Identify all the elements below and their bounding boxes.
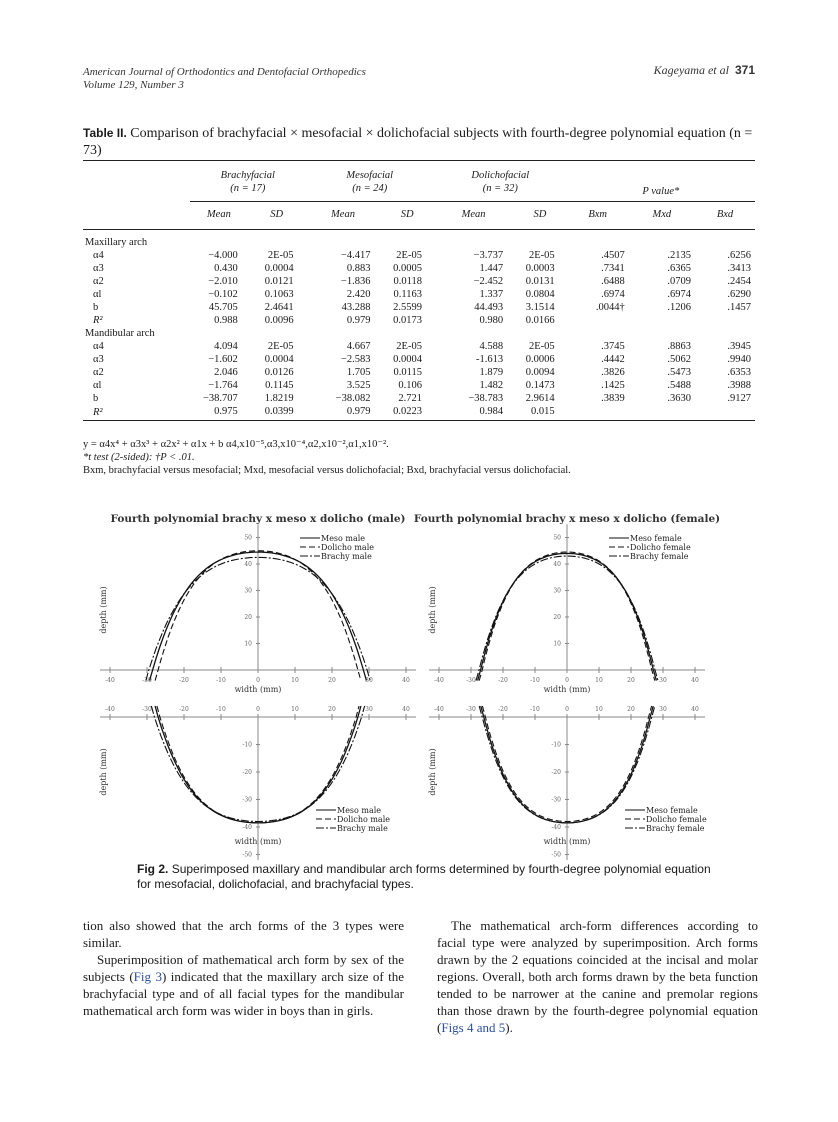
table-row [83,379,755,392]
table-cell: 0.0126 [264,367,294,378]
row-label: αl [93,289,102,300]
table-cell: 0.0166 [525,315,555,326]
legend-label: Meso female [646,806,698,815]
table-footnotes [83,438,755,477]
panel-title: Fourth polynomial brachy x meso x dolicho (female) [413,513,721,525]
x-tick-label: -20 [498,677,508,684]
table-cell: 0.0004 [264,263,294,274]
y-tick-label: 30 [244,587,252,595]
running-header-journal [83,66,366,92]
table-cell: .6365 [667,263,692,274]
x-tick-label: 0 [256,677,260,684]
table-cell: 2E-05 [267,250,294,261]
x-tick-label: 10 [291,677,299,684]
column-header: Bxm [567,202,629,230]
table-cell: .0044† [595,302,625,313]
x-tick-label: -10 [530,706,540,713]
section-title: Maxillary arch [85,237,148,248]
table-cell: 2E-05 [396,250,422,261]
x-tick-label: -20 [179,677,189,684]
fig3-link[interactable]: Fig 3 [133,969,162,984]
table-cell: −2.452 [473,276,504,287]
column-header: Mean [306,202,381,230]
legend-label: Meso male [337,806,382,815]
table-cell: 1.879 [479,367,504,378]
group-header: Brachyfacial [190,161,306,183]
table-row [83,340,755,353]
x-tick-label: 10 [595,706,603,713]
y-axis-label: depth (mm) [99,748,108,796]
table-cell: 0.0003 [525,263,555,274]
row-label: b [93,302,99,313]
x-tick-label: 20 [328,677,336,684]
column-header: SD [248,202,306,230]
y-axis-label: depth (mm) [428,586,437,634]
table-cell: 2.9614 [525,393,555,404]
table-cell: .3839 [601,393,625,404]
table-cell: 0.0094 [525,367,555,378]
x-tick-label: 20 [627,706,635,713]
table-cell: 0.883 [346,263,371,274]
x-tick-label: 0 [565,677,569,684]
table-cell: .6974 [667,289,692,300]
table-row [83,314,755,327]
table-cell: 0.0096 [264,315,294,326]
figure-caption [137,862,717,892]
table-cell: 1.705 [346,367,371,378]
body-column-left [83,917,404,1019]
table-cell: 1.482 [479,380,504,391]
table-cell: 0.1163 [393,289,422,300]
y-tick-label: -50 [242,851,252,859]
y-tick-label: -10 [551,741,561,749]
figs4-5-link[interactable]: Figs 4 and 5 [441,1020,506,1035]
table-cell: 1.8219 [264,393,294,404]
table-cell: 3.525 [346,380,371,391]
table-cell [83,182,190,202]
table-cell: −2.583 [340,354,371,365]
table-cell: 0.0005 [393,263,422,274]
table-cell: 0.0399 [248,405,306,421]
table-cell: .7341 [601,263,625,274]
table-cell: 2.4641 [264,302,294,313]
x-tick-label: -20 [179,706,189,713]
table-cell: 0.0804 [525,289,555,300]
row-label: R² [93,315,103,326]
paragraph: tion also showed that the arch forms of the 3 types were similar. [83,918,404,950]
table-row [83,353,755,366]
table-cell: -1.613 [476,354,504,365]
table-cell: 0.015 [513,405,567,421]
table-cell: .6488 [601,276,625,287]
y-tick-label: 40 [553,561,561,568]
group-n: (n = 24) [352,183,388,194]
table-cell: 2.046 [214,367,238,378]
x-tick-label: -30 [142,706,152,713]
y-tick-label: -30 [551,796,561,804]
footnote-equation: y = α4x⁴ + α3x³ + α2x² + α1x + b α4,x10⁻⁵,α3,x10⁻⁴,α2,x10⁻²,α1,x10⁻². [83,439,389,450]
x-tick-label: 30 [365,677,373,684]
table-cell: 0.0115 [393,367,422,378]
arch-plot-panel [428,706,707,860]
y-tick-label: 30 [553,587,561,595]
table-cell: 0.0223 [380,405,434,421]
x-tick-label: 20 [328,706,336,713]
table-cell: 2E-05 [396,341,422,352]
x-tick-label: -40 [434,677,444,684]
table-cell [629,405,695,421]
table-cell: 0.0118 [393,276,422,287]
arch-plot-panel [99,706,416,860]
table-cell: .3745 [601,341,625,352]
table-cell: 2E-05 [267,341,294,352]
table-cell: 4.588 [479,341,504,352]
table-caption [83,125,755,159]
row-label: αl [93,380,102,391]
x-axis-label: width (mm) [543,837,591,846]
table-cell [567,314,629,327]
data-table [83,160,755,421]
table-cell: 0.430 [214,263,238,274]
table-row [83,262,755,275]
table-cell: .3945 [727,341,751,352]
y-tick-label: 20 [244,614,252,621]
x-tick-label: -20 [498,706,508,713]
table-cell: 0.0121 [264,276,294,287]
x-tick-label: 10 [291,706,299,713]
table-cell: .1457 [727,302,751,313]
table-grid [83,160,755,421]
table-cell: .3413 [727,263,751,274]
figure-2-arch-forms [0,505,838,860]
table-cell: −38.707 [202,393,238,404]
y-tick-label: 50 [553,534,561,542]
x-tick-label: 30 [365,706,373,713]
table-row [83,301,755,314]
table-cell: −38.783 [468,393,504,404]
table-cell: 2.721 [398,393,422,404]
column-header: Mxd [629,202,695,230]
panel-title: Fourth polynomial brachy x meso x dolicho (male) [110,513,406,525]
y-tick-label: 20 [553,614,561,621]
x-axis-label: width (mm) [543,685,591,694]
text-run: The mathematical arch-form differences according to facial type were analyzed by superimposition. Arch forms drawn by the 2 equations coincided at the incisal and molar regions. Overall, both arch forms drawn by the beta function tended to be narrower at the canine and premolar regions than those drawn by the fourth-degree polynomial equation ( [437,918,758,1035]
table-cell: −1.602 [208,354,238,365]
table-cell [83,202,190,230]
legend-label: Dolicho female [646,815,707,824]
x-tick-label: 40 [691,706,699,713]
x-tick-label: -30 [466,677,476,684]
table-cell: .8863 [667,341,692,352]
page-number: 371 [734,63,755,77]
y-tick-label: 40 [244,561,252,568]
table-cell: .6256 [727,250,751,261]
table-cell: .6974 [601,289,625,300]
arch-plot-panel [99,513,416,694]
table-cell: 0.0006 [525,354,555,365]
table-caption-text: Comparison of brachyfacial × mesofacial × dolichofacial subjects with fourth-degree polynomial equation (n = 73) [83,126,753,158]
journal-title: American Journal of Orthodontics and Dentofacial Orthopedics [83,66,366,78]
footnote-ttest: *t test (2-sided): †P < .01. [83,452,195,463]
table-cell: −1.764 [208,380,238,391]
table-cell: 4.094 [214,341,238,352]
table-cell: .6353 [727,367,751,378]
table-row [83,392,755,405]
y-tick-label: -20 [242,769,252,776]
footnote-abbrev: Bxm, brachyfacial versus mesofacial; Mxd, mesofacial versus dolichofacial; Bxd, brachyfacial versus dolichofacial. [83,465,571,476]
table-cell [695,314,755,327]
table-row [83,366,755,379]
column-header: SD [513,202,567,230]
column-header: SD [380,202,434,230]
table-cell: .2135 [667,250,692,261]
table-cell: 0.0131 [525,276,555,287]
x-tick-label: 40 [402,706,410,713]
table-cell: 0.106 [398,380,422,391]
table-cell: .1206 [667,302,692,313]
column-header: Bxd [695,202,755,230]
x-tick-label: 0 [565,706,569,713]
figure-caption-text: Superimposed maxillary and mandibular arch forms determined by fourth-degree polynomial equation for mesofacial, dolichofacial, and brachyfacial types. [137,862,711,891]
table-cell [567,405,629,421]
table-cell: .5473 [667,367,692,378]
table-cell: .4507 [601,250,625,261]
x-tick-label: -10 [530,677,540,684]
table-row [83,405,755,421]
table-cell: 0.0004 [393,354,422,365]
table-row [83,275,755,288]
table-row [83,249,755,262]
x-tick-label: 40 [691,677,699,684]
running-header-author [654,63,755,78]
text-run: ) indicated that the maxillary arch size of the brachyfacial type and of all facial types for the mandibular mathematical arch form was wider in boys than in girls. [83,969,405,1018]
legend-label: Brachy female [646,824,705,833]
table-cell: .4442 [601,354,625,365]
table-cell: .3826 [601,367,625,378]
text-run: ). [505,1020,513,1035]
table-cell: 2.5599 [393,302,422,313]
table-cell: 0.984 [434,405,513,421]
paragraph-differences [437,917,758,1036]
legend-label: Brachy male [321,552,372,561]
y-tick-label: 50 [244,534,252,542]
table-cell [83,161,190,183]
legend-label: Dolicho male [321,543,374,552]
group-n: (n = 32) [482,183,518,194]
legend-label: Dolicho male [337,815,390,824]
table-cell: 1.337 [479,289,504,300]
table-cell: .9127 [727,393,751,404]
y-tick-label: 10 [553,640,561,648]
table-cell: 0.979 [346,315,371,326]
row-label: α2 [93,367,104,378]
row-label: R² [83,405,190,421]
table-cell: 0.988 [214,315,238,326]
table-cell: 1.447 [479,263,504,274]
legend-label: Brachy female [630,552,689,561]
y-tick-label: -30 [242,796,252,804]
legend-label: Brachy male [337,824,388,833]
paragraph-superimposition [83,951,404,1019]
table-cell: .1425 [601,380,625,391]
x-tick-label: -10 [216,706,226,713]
table-cell: −4.417 [340,250,371,261]
table-label: Table II. [83,126,127,140]
y-axis-label: depth (mm) [428,748,437,796]
table-cell: 0.1473 [525,380,555,391]
x-tick-label: -40 [105,677,115,684]
x-tick-label: 30 [659,706,667,713]
legend-label: Meso male [321,534,366,543]
row-label: α4 [93,341,104,352]
table-cell: 0.975 [190,405,248,421]
figure-label: Fig 2. [137,862,169,876]
arch-plot-panel [414,513,720,694]
table-cell: 2E-05 [528,341,555,352]
table-cell: 0.0173 [393,315,422,326]
table-cell: −3.737 [473,250,504,261]
table-cell: .5062 [667,354,692,365]
table-cell: −0.102 [208,289,238,300]
x-tick-label: -10 [216,677,226,684]
table-cell: 0.1145 [265,380,294,391]
legend-label: Dolicho female [630,543,691,552]
pvalue-header: P value* [642,186,680,197]
table-cell: 2.420 [346,289,371,300]
table-cell: 43.288 [341,302,371,313]
table-row [83,288,755,301]
group-header: Dolichofacial [434,161,567,183]
x-axis-label: width (mm) [234,837,282,846]
y-tick-label: -40 [242,824,252,831]
x-tick-label: 20 [627,677,635,684]
table-cell: −1.836 [340,276,371,287]
journal-volume: Volume 129, Number 3 [83,79,184,91]
table-cell: −4.000 [208,250,238,261]
table-cell [695,405,755,421]
y-tick-label: 10 [244,640,252,648]
table-cell: 0.0004 [264,354,294,365]
row-label: α3 [93,354,104,365]
table-cell: 45.705 [208,302,238,313]
x-tick-label: 10 [595,677,603,684]
table-cell [567,161,755,183]
table-cell: 0.1063 [264,289,294,300]
x-tick-label: 40 [402,677,410,684]
x-tick-label: -30 [466,706,476,713]
table-cell: 4.667 [346,341,371,352]
table-cell: .9940 [727,354,751,365]
x-tick-label: -40 [434,706,444,713]
y-axis-label: depth (mm) [99,586,108,634]
row-label: α4 [93,250,104,261]
column-header: Mean [190,202,248,230]
table-cell: 44.493 [474,302,504,313]
x-tick-label: 0 [256,706,260,713]
x-tick-label: -40 [105,706,115,713]
table-cell: .0709 [667,276,692,287]
x-tick-label: -30 [142,677,152,684]
y-tick-label: -40 [551,824,561,831]
table-cell: −38.082 [335,393,371,404]
table-cell: .2454 [727,276,751,287]
table-cell: .5488 [667,380,692,391]
text-run: Superimposition of mathematical arch form by sex of the subjects ( [83,952,404,984]
table-cell: .3988 [727,380,751,391]
column-header: Mean [434,202,513,230]
row-label: α3 [93,263,104,274]
y-tick-label: -50 [551,851,561,859]
y-tick-label: -20 [551,769,561,776]
body-column-right [437,917,758,1036]
group-header: Mesofacial [306,161,434,183]
x-axis-label: width (mm) [234,685,282,694]
table-cell: 3.1514 [525,302,555,313]
table-cell: .6290 [727,289,751,300]
section-title: Mandibular arch [85,328,155,339]
row-label: b [93,393,99,404]
y-tick-label: -10 [242,741,252,749]
x-tick-label: 30 [659,677,667,684]
group-n: (n = 17) [230,183,266,194]
author-names: Kageyama et al [653,63,729,77]
table-cell: .3630 [667,393,692,404]
legend-label: Meso female [630,534,682,543]
table-cell: 0.980 [479,315,504,326]
table-cell [629,314,695,327]
row-label: α2 [93,276,104,287]
table-cell: −2.010 [208,276,238,287]
table-cell: 2E-05 [528,250,555,261]
table-cell: 0.979 [306,405,381,421]
